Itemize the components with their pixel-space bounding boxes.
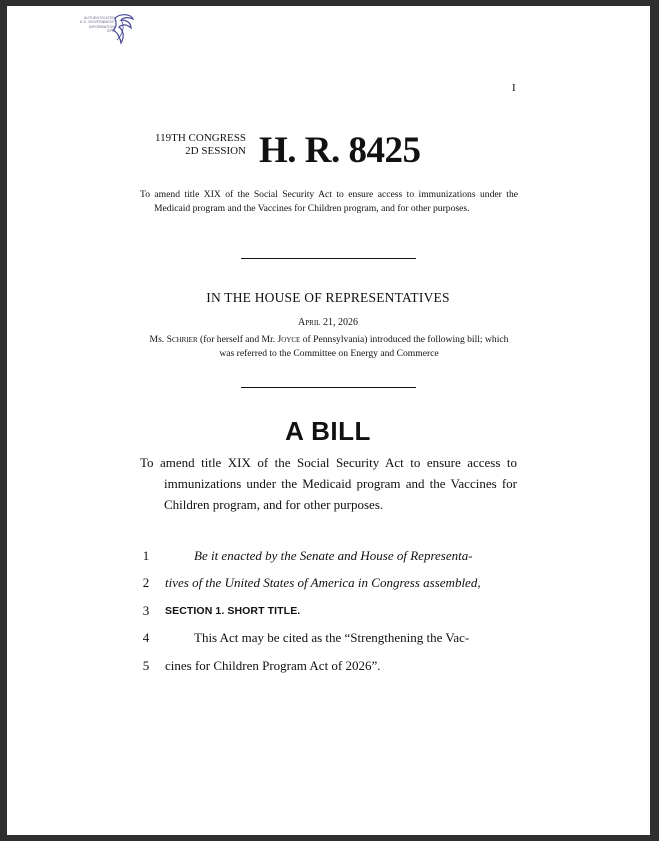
- short-purpose: [140, 188, 518, 216]
- house-title: IN THE HOUSE OF REPRESENTATIVES: [206, 290, 450, 305]
- intro-part-2: (for herself and Mr.: [197, 334, 278, 345]
- enacting-clause-cont: tives of the United States of America in Congress assembled,: [165, 575, 481, 591]
- intro-part-3: of Pennsylvania) introduced the following bill; which was referred to the Committee on Energy and Commerce: [219, 334, 509, 359]
- divider-top: [241, 258, 416, 259]
- line-number: 2: [142, 575, 150, 591]
- bill-line: [140, 601, 520, 628]
- logo-line-2: U.S. GOVERNMENT: [79, 20, 115, 25]
- section-text: This Act may be cited as the “Strengthening the Vac-: [194, 630, 470, 646]
- gpo-authentication-logo: [63, 12, 141, 50]
- line-number: 5: [142, 657, 150, 673]
- long-purpose-text: To amend title XIX of the Social Security Act to ensure access to immunizations under the Medicaid program and the Vaccines for Children program, and for other purposes.: [140, 455, 517, 512]
- bill-number: H. R. 8425: [259, 130, 421, 171]
- congress-label: 119TH CONGRESS: [155, 132, 246, 144]
- divider-bottom: [241, 387, 416, 388]
- long-purpose: [140, 453, 517, 515]
- bill-line: [140, 628, 520, 655]
- cosponsor-name: Joyce: [277, 334, 301, 345]
- bill-line: [140, 656, 520, 683]
- bill-heading: A BILL: [285, 416, 371, 446]
- bill-line: [140, 546, 520, 573]
- intro-part-1: Ms.: [149, 334, 167, 345]
- document-page: [7, 6, 650, 835]
- page-number: I: [512, 82, 516, 94]
- logo-line-3: INFORMATION: [89, 24, 115, 29]
- enacting-clause: Be it enacted by the Senate and House of Representa-: [194, 548, 473, 563]
- logo-line-4: GPO: [106, 29, 115, 34]
- short-purpose-text: To amend title XIX of the Social Security Act to ensure access to immunizations under the Medicaid program and the Vaccines for Children program, and for other purposes.: [140, 189, 518, 214]
- section-text-cont: cines for Children Program Act of 2026”.: [165, 657, 381, 673]
- line-number: 1: [142, 548, 150, 563]
- sponsor-name: Schrier: [166, 334, 198, 345]
- logo-line-1: AUTHENTICATED: [83, 16, 115, 20]
- introduction-date: April 21, 2026: [298, 317, 358, 328]
- session-label: 2D SESSION: [185, 145, 246, 157]
- sponsor-introduction: [141, 333, 517, 360]
- bill-line: [140, 573, 520, 600]
- section-heading: SECTION 1. SHORT TITLE.: [165, 604, 301, 617]
- line-number: 3: [142, 602, 150, 618]
- line-number: 4: [142, 630, 150, 646]
- congress-session-block: [138, 132, 246, 158]
- eagle-icon: [107, 12, 139, 48]
- bill-body: [140, 546, 520, 683]
